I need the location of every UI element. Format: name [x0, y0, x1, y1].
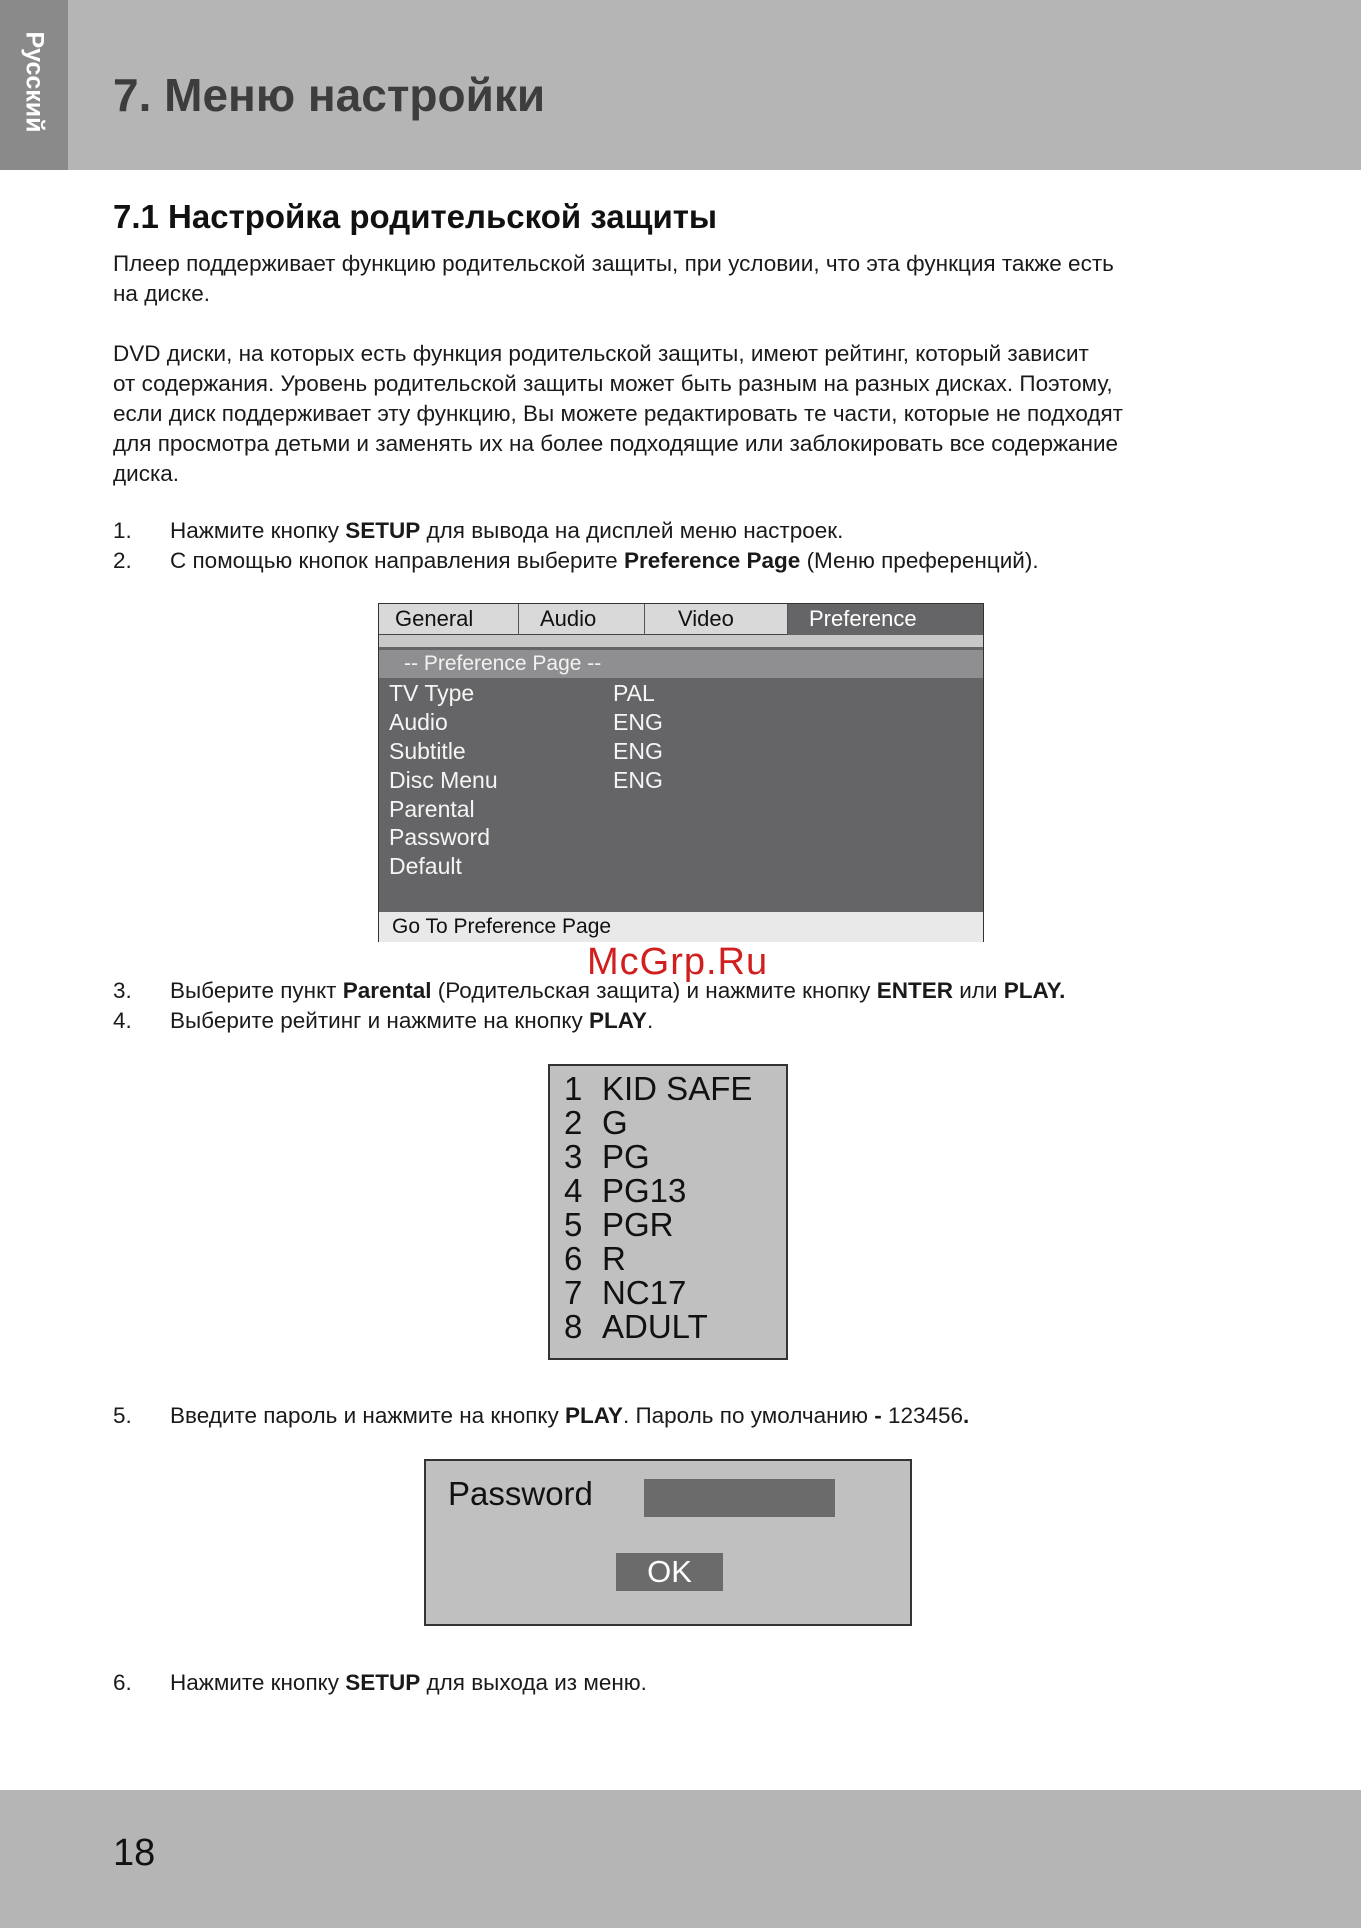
menu-item-subtitle[interactable]: Subtitle [389, 738, 466, 764]
rating-list [548, 1064, 788, 1360]
menu-tab-bar [379, 604, 983, 635]
text-line: от содержания. Уровень родительской защиты может быть разным на разных дисках. Поэтому, [113, 371, 1113, 396]
preference-menu-screen [378, 603, 984, 942]
text-line: DVD диски, на которых есть функция родительской защиты, имеют рейтинг, который зависит [113, 341, 1089, 366]
menu-value-tv-type: PAL [613, 680, 655, 706]
language-tab [0, 0, 68, 170]
intro-paragraph [113, 249, 1248, 309]
step-4: 4. Выберите рейтинг и нажмите на кнопку PLAY. [113, 1008, 654, 1033]
rating-item[interactable]: 4 PG13 [564, 1172, 687, 1209]
menu-item-default[interactable]: Default [389, 853, 462, 879]
chapter-title: 7. Меню настройки [113, 69, 546, 121]
menu-item-tv-type[interactable]: TV Type [389, 680, 475, 706]
tab-preference[interactable]: Preference [788, 604, 983, 635]
menu-item-audio[interactable]: Audio [389, 709, 448, 735]
text-line: если диск поддерживает эту функцию, Вы можете редактировать те части, которые не подходят [113, 401, 1123, 426]
menu-value-disc-menu: ENG [613, 767, 663, 793]
rating-item[interactable]: 6 R [564, 1240, 626, 1277]
page-number: 18 [113, 1832, 156, 1874]
tab-general[interactable]: General [379, 604, 519, 635]
rating-item[interactable]: 2 G [564, 1104, 628, 1141]
tab-video[interactable]: Video [645, 604, 788, 635]
step-3: 3. Выберите пункт Parental (Родительская защита) и нажмите кнопку ENTER или PLAY. [113, 978, 1066, 1003]
step-1: 1. Нажмите кнопку SETUP для вывода на дисплей меню настроек. [113, 518, 844, 543]
rating-item[interactable]: 5 PGR [564, 1206, 674, 1243]
step-2: 2. С помощью кнопок направления выберите Preference Page (Меню преференций). [113, 548, 1039, 573]
rating-item[interactable]: 3 PG [564, 1138, 650, 1175]
step-5: 5. Введите пароль и нажмите на кнопку PLAY. Пароль по умолчанию - 123456. [113, 1403, 970, 1428]
rating-item[interactable]: 1 KID SAFE [564, 1070, 753, 1107]
password-input[interactable] [644, 1479, 835, 1517]
text-line: Плеер поддерживает функцию родительской защиты, при условии, что эта функция также есть [113, 251, 1114, 276]
footer-band [0, 1790, 1361, 1928]
rating-item[interactable]: 7 NC17 [564, 1274, 687, 1311]
menu-value-audio: ENG [613, 709, 663, 735]
menu-item-parental[interactable]: Parental [389, 796, 475, 822]
step-6: 6. Нажмите кнопку SETUP для выхода из меню. [113, 1670, 647, 1695]
text-line: на диске. [113, 281, 210, 306]
watermark: McGrp.Ru [587, 941, 769, 983]
password-dialog [424, 1459, 912, 1626]
menu-item-disc-menu[interactable]: Disc Menu [389, 767, 498, 793]
language-tab-label: Русский [20, 31, 49, 133]
ok-button[interactable]: OK [616, 1553, 723, 1591]
menu-footer-hint: Go To Preference Page [379, 912, 983, 942]
menu-value-subtitle: ENG [613, 738, 663, 764]
menu-divider [379, 635, 983, 647]
section-title: 7.1 Настройка родительской защиты [113, 198, 718, 235]
tab-audio[interactable]: Audio [519, 604, 645, 635]
menu-item-password[interactable]: Password [389, 824, 490, 850]
text-line: диска. [113, 461, 180, 486]
password-label: Password [448, 1475, 593, 1512]
rating-paragraph [113, 339, 1248, 489]
rating-item[interactable]: 8 ADULT [564, 1308, 708, 1345]
text-line: для просмотра детьми и заменять их на более подходящие или заблокировать все содержание [113, 431, 1119, 456]
menu-page-label: -- Preference Page -- [379, 650, 983, 678]
